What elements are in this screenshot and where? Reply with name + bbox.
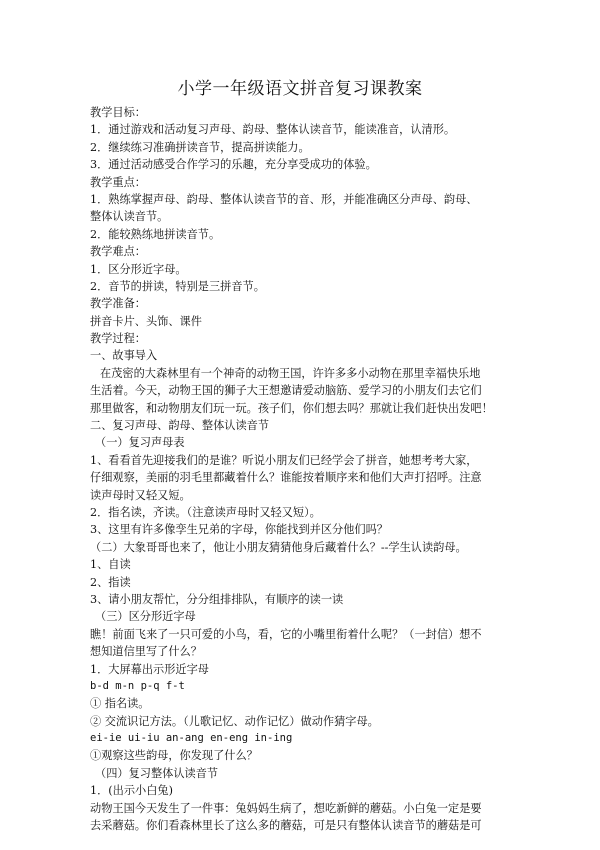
text-line: 教学过程： (90, 332, 146, 346)
text-line: 1、自读 (90, 558, 131, 572)
text-line: 3、这里有许多像孪生兄弟的字母，你能找到并区分他们吗？ (90, 523, 388, 537)
text-line: 读声母时又轻又短。 (90, 488, 191, 502)
text-line: （二）大象哥哥也来了，他让小朋友猜猜他身后藏着什么？--学生认读韵母。 (90, 540, 467, 554)
text-line: 二、复习声母、韵母、整体认读音节 (90, 419, 270, 433)
document-body (90, 104, 520, 834)
text-line: 一、故事导入 (90, 349, 158, 363)
text-line: 1、看看首先迎接我们的是谁？听说小朋友们已经学会了拼音，她想考考大家， (90, 453, 478, 467)
text-line: 2、指读 (90, 575, 131, 589)
text-line: 想知道信里写了什么？ (90, 645, 202, 659)
text-line: （一）复习声母表 (95, 436, 185, 450)
text-line: 教学准备： (90, 297, 146, 311)
text-line: 教学重点： (90, 175, 146, 189)
text-line: 瞧！前面飞来了一只可爱的小鸟，看，它的小嘴里衔着什么呢？（一封信）想不 (90, 627, 482, 641)
text-line: 1．大屏幕出示形近字母 (90, 662, 209, 676)
text-line: 1．通过游戏和活动复习声母、韵母、整体认读音节，能读准音，认清形。 (90, 123, 456, 137)
text-line: 教学目标： (90, 106, 146, 119)
text-line: 生活着。今天，动物王国的狮子大王想邀请爱动脑筋、爱学习的小朋友们去它们 (90, 384, 482, 398)
text-line: 1．区分形近字母。 (90, 262, 187, 276)
text-line: 教学难点： (90, 245, 146, 259)
text-line: 拼音卡片、头饰、课件 (90, 314, 202, 328)
text-line: 仔细观察，美丽的羽毛里都藏着什么？谁能按着顺序来和他们大声打招呼。注意 (90, 471, 482, 485)
text-line: 那里做客，和动物朋友们玩一玩。孩子们，你们想去吗？那就让我们赶快出发吧！ (90, 401, 493, 415)
text-line: 去采蘑菇。你们看森林里长了这么多的蘑菇，可是只有整体认读音节的蘑菇是可 (90, 819, 482, 833)
text-line: 2．能较熟练地拼读音节。 (90, 227, 221, 241)
text-line: ② 交流识记方法。（儿歌记忆、动作记忆）做动作猜字母。 (90, 714, 379, 728)
text-line: 2．音节的拼读，特别是三拼音节。 (90, 279, 265, 293)
text-line: ①观察这些韵母，你发现了什么？ (90, 749, 258, 763)
text-line: b-d m-n p-q f-t (90, 679, 185, 692)
document-title: 小学一年级语文拼音复习课教案 (177, 79, 423, 99)
text-line: ei-ie ui-iu an-ang en-eng in-ing (90, 732, 293, 745)
text-line: 1．(出示小白兔) (90, 784, 173, 798)
text-line: 3、请小朋友帮忙，分分组排排队，有顺序的读一读 (90, 592, 344, 606)
text-line: （四）复习整体认读音节 (95, 766, 219, 780)
text-line: 整体认读音节。 (90, 210, 169, 224)
text-line: 1．熟练掌握声母、韵母、整体认读音节的音、形，并能准确区分声母、韵母、 (90, 192, 478, 206)
text-line: 2．指名读，齐读。（注意读声母时又轻又短）。 (90, 505, 321, 519)
text-line: ① 指名读。 (90, 697, 150, 711)
text-line: 2．继续练习准确拼读音节，提高拼读能力。 (90, 140, 310, 154)
text-line: 3．通过活动感受合作学习的乐趣，充分享受成功的体验。 (90, 158, 377, 172)
text-line: 动物王国今天发生了一件事：兔妈妈生病了，想吃新鲜的蘑菇。小白兔一定是要 (90, 801, 482, 815)
text-line: （三）区分形近字母 (95, 610, 196, 624)
text-line: 在茂密的大森林里有一个神奇的动物王国，许许多多小动物在那里幸福快乐地 (100, 366, 481, 380)
